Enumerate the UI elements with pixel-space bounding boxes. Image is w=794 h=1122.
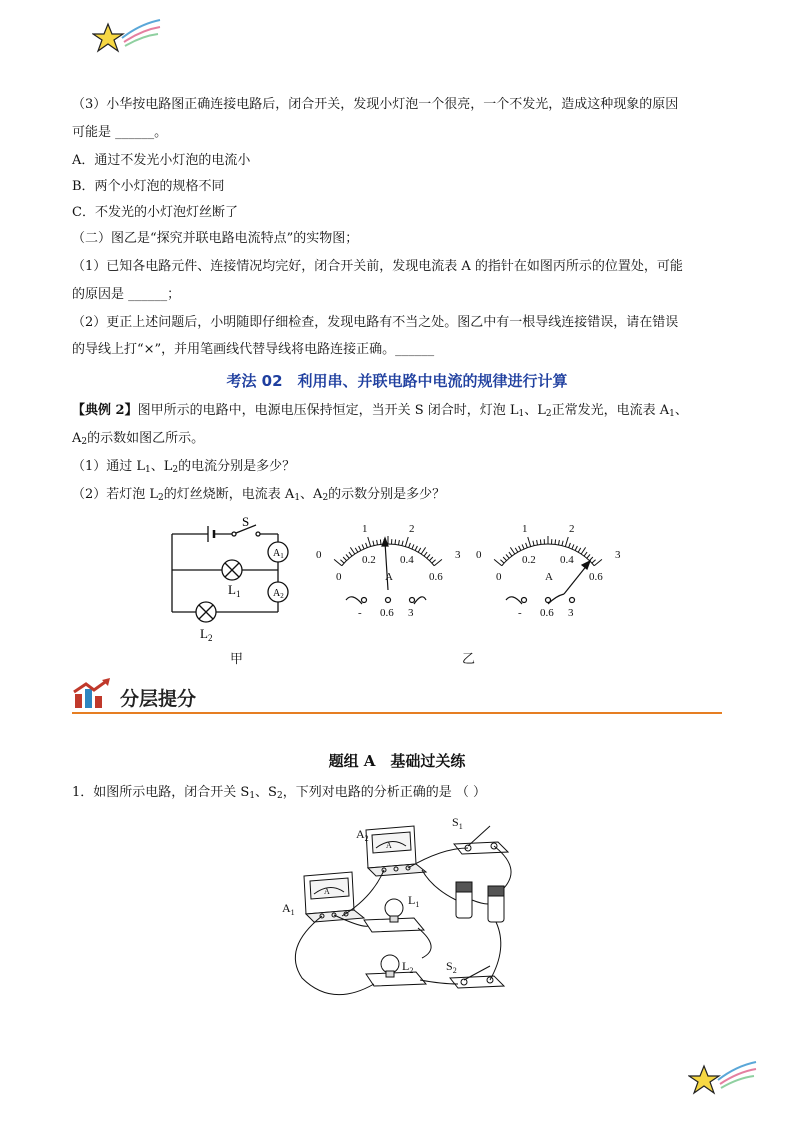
dial-tick [500,560,504,563]
dial-tick [418,548,421,552]
dial-tick [572,544,574,549]
dial-top-tick-3: 3 [615,549,621,561]
lamp-l1-label: $L_1$ [228,582,241,599]
dial-tick [355,548,358,552]
label-l2: $L_2$ [402,959,414,975]
part2-q2-line-2: 的导线上打“×”，并用笔画线代替导线将电路连接正确。______ [72,342,435,357]
meter-unit-a1: A [324,887,330,896]
dial-tick [409,543,411,548]
dial-tick [415,546,417,550]
dial-tick [587,554,590,558]
dial-tick [412,544,414,549]
star-decoration-top-icon [92,16,162,60]
section-title: 分层提分 [120,688,197,710]
circuit-diagram-jia [160,512,310,652]
dial-tick [380,539,381,544]
dial-tick [592,560,596,563]
dial-top-tick-0: 0 [476,549,482,561]
dial-tick [526,543,528,548]
terminal-3: 3 [568,607,574,619]
meter-unit-a2: A [386,841,392,850]
ammeter-dial-right [472,518,632,628]
part2-q1-line-2: 的原因是 ______； [72,287,181,302]
group-a-title: 题组 A 基础过关练 [328,752,466,770]
dial-tick [349,552,352,556]
dial-tick [503,557,506,561]
part2-title: （二）图乙是“探究并联电路电流特点”的实物图； [72,231,359,246]
dial-tick [506,554,509,558]
dial-tick [565,537,568,547]
example-tag: 【典例 2】 [72,403,138,418]
dial-tick [540,539,541,544]
dial-tick [522,544,524,549]
dial-tick [427,554,430,558]
dial-tick [559,540,560,545]
dial-top-tick-0: 0 [316,549,322,561]
switch-label: S [242,514,250,529]
label-s2: $S_2$ [446,959,457,975]
dial-tick [581,547,585,554]
dial-top-tick-2: 2 [569,523,575,535]
example2-line-1: 【典例 2】图甲所示的电路中，电源电压保持恒定，当开关 S 闭合时，灯泡 $L_1$、$L_2$正常发光，电流表 $A_1$、 [72,403,688,419]
dial-tick [424,552,427,556]
dial-tick [373,541,374,546]
label-a1: $A_1$ [282,901,295,917]
example2-line-2: $A_2$的示数如图乙所示。 [72,431,205,447]
dial-tick [510,547,514,554]
dial-top-tick-3: 3 [455,549,461,561]
dial-tick [537,540,538,545]
ammeter-a2-label: $A_2$ [273,588,284,600]
dial-unit: A [545,571,553,583]
dial-bottom-tick-1: 0.2 [362,554,376,566]
option-a: A．通过不发光小灯泡的电流小 [72,153,251,168]
dial-tick [405,537,408,547]
dial-tick [575,546,577,550]
dial-tick [515,548,518,552]
dial-tick [402,541,403,546]
group-a-question-1: 1．如图所示电路，闭合开关 $S_1$、$S_2$，下列对电路的分析正确的是 （ ） [72,785,486,801]
terminal-0-6: 0.6 [380,607,394,619]
terminal-minus: - [518,607,522,619]
dial-tick [555,539,556,544]
dial-tick [528,537,531,547]
dial-tick [377,540,378,545]
dial-bottom-tick-2: 0.4 [560,554,574,566]
label-a2: $A_2$ [356,827,369,843]
dial-tick [569,543,571,548]
dial-tick [399,540,400,545]
dial-tick [562,541,563,546]
dial-tick [359,546,361,550]
dial-tick [395,539,396,544]
dial-tick [509,552,512,556]
caption-jia: 甲 [230,652,244,667]
example2-question-2: （2）若灯泡 $L_2$的灯丝烧断，电流表 $A_1$、$A_2$的示数分别是多少？ [72,487,446,503]
dial-bottom-tick-2: 0.4 [400,554,414,566]
terminal-3: 3 [408,607,414,619]
dial-tick [346,554,349,558]
dial-top-tick-1: 1 [362,523,368,535]
part2-q2-line-1: （2）更正上述问题后，小明随即仔细检查，发现电路有不当之处。图乙中有一根导线连接错误，请在错误 [72,315,679,330]
dial-tick [584,552,587,556]
dial-tick [343,557,346,561]
terminal-minus: - [358,607,362,619]
caption-yi: 乙 [462,652,476,667]
section-divider [72,712,722,714]
dial-bottom-tick-3: 0.6 [589,571,603,583]
ammeter-a1-label: $A_1$ [273,548,284,560]
dial-top-tick-1: 1 [522,523,528,535]
dial-bottom-tick-0: 0 [496,571,502,583]
physical-circuit-diagram [272,808,532,1013]
needle-right [564,564,588,594]
dial-tick [429,557,432,561]
dial-tick [432,560,436,563]
q3-line-1: （3）小华按电路图正确连接电路后，闭合开关，发现小灯泡一个很亮，一个不发光，造成这种现象的原因 [72,97,679,112]
dial-tick [589,557,592,561]
dial-arc [342,544,434,566]
example2-question-1: （1）通过 $L_1$、$L_2$的电流分别是多少？ [72,459,296,475]
dial-arc [502,544,594,566]
dial-tick [368,537,371,547]
dial-tick [519,546,521,550]
part2-q1-line-1: （1）已知各电路元件、连接情况均完好，闭合开关前，发现电流表 A 的指针在如图丙所示的位置处，可能 [72,259,683,274]
dial-tick [578,548,581,552]
dial-bottom-tick-1: 0.2 [522,554,536,566]
dial-tick [362,544,364,549]
dial-top-tick-2: 2 [409,523,415,535]
terminal-0-6: 0.6 [540,607,554,619]
dial-tick [366,543,368,548]
option-b: B．两个小灯泡的规格不同 [72,179,225,194]
dial-tick [350,547,354,554]
dial-tick [421,547,425,554]
label-s1: $S_1$ [452,815,463,831]
star-decoration-bottom-icon [688,1058,758,1102]
label-l1: $L_1$ [408,893,420,909]
chart-growth-icon [72,678,114,710]
dial-bottom-tick-0: 0 [336,571,342,583]
dial-unit: A [385,571,393,583]
dial-tick [340,560,344,563]
lamp-l2-label: $L_2$ [200,626,213,643]
option-c: C．不发光的小灯泡灯丝断了 [72,205,238,220]
method2-title: 考法 02 利用串、并联电路中电流的规律进行计算 [226,372,568,390]
dial-bottom-tick-3: 0.6 [429,571,443,583]
q3-line-2: 可能是 ______。 [72,125,168,140]
ammeter-dial-left [312,518,472,628]
dial-tick [533,541,534,546]
